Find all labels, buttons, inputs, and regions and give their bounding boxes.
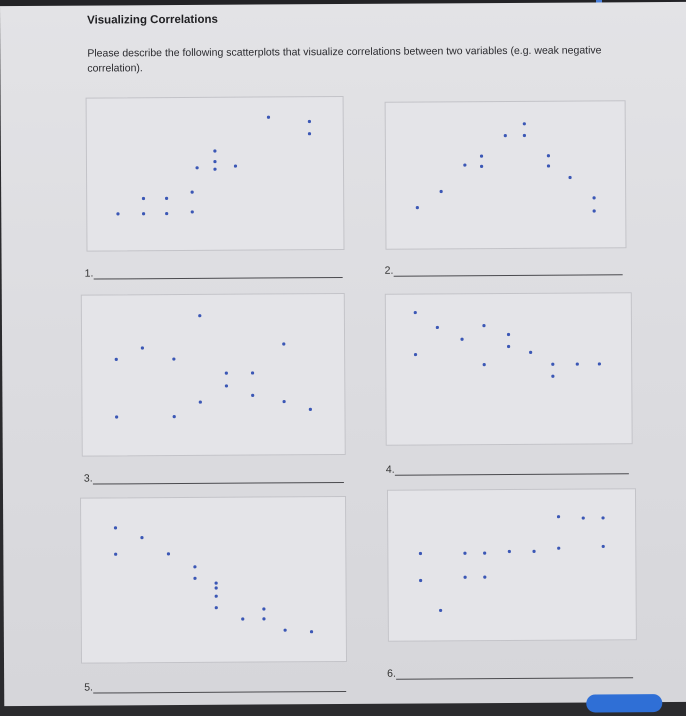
answer-line-6[interactable] bbox=[387, 665, 633, 681]
scatter-point-5-9 bbox=[215, 595, 218, 598]
scatter-point-3-12 bbox=[282, 342, 285, 345]
scatter-point-6-10 bbox=[557, 547, 560, 550]
blue-button-corner bbox=[586, 694, 662, 712]
scatter-point-4-5 bbox=[482, 324, 485, 327]
scatter-point-4-7 bbox=[507, 333, 510, 336]
answer-number-2: 2. bbox=[384, 264, 394, 277]
scatter-point-6-14 bbox=[602, 545, 605, 548]
scatter-point-4-1 bbox=[414, 311, 417, 314]
answer-line-2[interactable] bbox=[385, 262, 623, 277]
answer-line-5[interactable] bbox=[84, 679, 346, 695]
scatter-point-2-9 bbox=[547, 154, 550, 157]
scatter-point-5-2 bbox=[114, 553, 117, 556]
scatter-point-1-3 bbox=[142, 212, 145, 215]
scatter-point-3-11 bbox=[251, 394, 254, 397]
scatterplot-4-svg bbox=[386, 293, 632, 444]
scatter-point-6-1 bbox=[419, 552, 422, 555]
scatterplot-1-svg bbox=[87, 97, 344, 251]
scatter-point-1-14 bbox=[308, 120, 311, 123]
scatter-point-5-7 bbox=[215, 581, 218, 584]
scatter-point-3-8 bbox=[225, 372, 228, 375]
worksheet-title: Visualizing Correlations bbox=[87, 13, 218, 27]
scatter-point-6-4 bbox=[463, 552, 466, 555]
scatter-point-5-3 bbox=[140, 536, 143, 539]
scatterplot-3 bbox=[81, 293, 346, 457]
scatter-point-4-13 bbox=[598, 362, 601, 365]
scatterplot-1 bbox=[86, 96, 345, 252]
scatter-point-4-2 bbox=[414, 353, 417, 356]
scatter-point-5-5 bbox=[193, 565, 196, 568]
scatter-point-1-4 bbox=[165, 197, 168, 200]
scatter-point-1-7 bbox=[191, 210, 194, 213]
scatter-point-2-11 bbox=[568, 176, 571, 179]
scatter-point-3-5 bbox=[173, 415, 176, 418]
scatter-point-5-8 bbox=[215, 586, 218, 589]
scatter-point-1-1 bbox=[116, 212, 119, 215]
scatter-point-2-1 bbox=[416, 206, 419, 209]
scatter-point-6-2 bbox=[419, 579, 422, 582]
scatter-point-5-1 bbox=[114, 526, 117, 529]
scatterplot-6-svg bbox=[388, 489, 636, 641]
scatter-point-3-9 bbox=[225, 384, 228, 387]
scatter-point-4-9 bbox=[529, 351, 532, 354]
scatter-point-3-10 bbox=[251, 371, 254, 374]
answer-number-1: 1. bbox=[84, 267, 94, 280]
worksheet-instructions: Please describe the following scatterplots that visualize correlations between two variables (e.g. weak negative correlation). bbox=[87, 44, 602, 75]
scatter-point-6-11 bbox=[557, 515, 560, 518]
scatter-point-2-4 bbox=[480, 155, 483, 158]
scatter-point-2-2 bbox=[440, 190, 443, 193]
scatter-point-4-3 bbox=[436, 326, 439, 329]
answer-underline-4 bbox=[395, 473, 629, 475]
scatter-point-3-4 bbox=[172, 357, 175, 360]
scatterplot-5-svg bbox=[81, 497, 346, 663]
scatter-point-5-12 bbox=[262, 607, 265, 610]
scatter-point-1-5 bbox=[165, 212, 168, 215]
scatter-point-3-13 bbox=[283, 400, 286, 403]
scatter-point-1-13 bbox=[267, 116, 270, 119]
scatter-point-1-9 bbox=[213, 160, 216, 163]
scatter-point-5-10 bbox=[215, 606, 218, 609]
scatterplot-2-svg bbox=[386, 101, 626, 248]
scatterplot-4 bbox=[385, 292, 633, 446]
scatter-point-5-13 bbox=[262, 617, 265, 620]
scatter-point-2-13 bbox=[593, 209, 596, 212]
scatter-point-2-12 bbox=[592, 196, 595, 199]
scatter-point-3-7 bbox=[199, 400, 202, 403]
scatter-point-2-3 bbox=[463, 163, 466, 166]
answer-number-3: 3. bbox=[83, 472, 93, 485]
scatter-point-3-14 bbox=[309, 408, 312, 411]
scatter-point-6-13 bbox=[601, 516, 604, 519]
scatter-point-6-12 bbox=[582, 516, 585, 519]
answer-underline-2 bbox=[394, 274, 623, 276]
answer-underline-5 bbox=[93, 691, 346, 694]
answer-number-4: 4. bbox=[385, 463, 395, 476]
scatter-point-1-6 bbox=[191, 191, 194, 194]
answer-underline-1 bbox=[94, 277, 343, 280]
scatter-point-6-5 bbox=[463, 576, 466, 579]
answer-line-4[interactable] bbox=[386, 461, 629, 476]
scatter-point-2-10 bbox=[547, 164, 550, 167]
scatter-point-6-7 bbox=[483, 576, 486, 579]
scatterplot-5 bbox=[80, 496, 347, 664]
scatter-point-6-6 bbox=[483, 552, 486, 555]
scatter-point-4-12 bbox=[576, 362, 579, 365]
scatter-point-1-2 bbox=[142, 197, 145, 200]
scatter-point-5-15 bbox=[310, 630, 313, 633]
scatter-point-5-11 bbox=[241, 617, 244, 620]
scatter-point-6-8 bbox=[508, 550, 511, 553]
scatter-point-6-3 bbox=[439, 609, 442, 612]
scatter-point-2-8 bbox=[523, 122, 526, 125]
scatterplot-3-svg bbox=[82, 294, 345, 456]
scatter-point-5-6 bbox=[193, 577, 196, 580]
answer-line-3[interactable] bbox=[84, 470, 344, 486]
scatter-point-1-10 bbox=[213, 149, 216, 152]
scatter-point-3-6 bbox=[198, 314, 201, 317]
scatterplot-6 bbox=[387, 488, 637, 642]
scatter-point-4-8 bbox=[507, 345, 510, 348]
scatterplot-2 bbox=[385, 100, 627, 249]
answer-underline-6 bbox=[396, 677, 633, 679]
scatter-point-5-14 bbox=[284, 629, 287, 632]
scatter-point-6-9 bbox=[532, 550, 535, 553]
worksheet-page bbox=[0, 2, 686, 706]
answer-number-6: 6. bbox=[387, 667, 396, 680]
answer-underline-3 bbox=[93, 482, 344, 485]
scatter-point-1-12 bbox=[234, 164, 237, 167]
scatter-point-5-4 bbox=[167, 552, 170, 555]
answer-line-1[interactable] bbox=[85, 265, 343, 281]
scatter-point-1-11 bbox=[213, 168, 216, 171]
scatter-point-3-1 bbox=[115, 358, 118, 361]
answer-number-5: 5. bbox=[84, 681, 93, 694]
scatter-point-4-10 bbox=[551, 363, 554, 366]
scatter-point-2-6 bbox=[504, 134, 507, 137]
scatter-point-1-8 bbox=[195, 166, 198, 169]
scatter-point-4-4 bbox=[460, 338, 463, 341]
scatter-point-4-11 bbox=[551, 375, 554, 378]
scatter-point-3-3 bbox=[141, 346, 144, 349]
scatter-point-2-7 bbox=[523, 134, 526, 137]
scatter-point-3-2 bbox=[115, 415, 118, 418]
scatter-point-1-15 bbox=[308, 132, 311, 135]
scatter-point-4-6 bbox=[483, 363, 486, 366]
scatter-point-2-5 bbox=[480, 165, 483, 168]
